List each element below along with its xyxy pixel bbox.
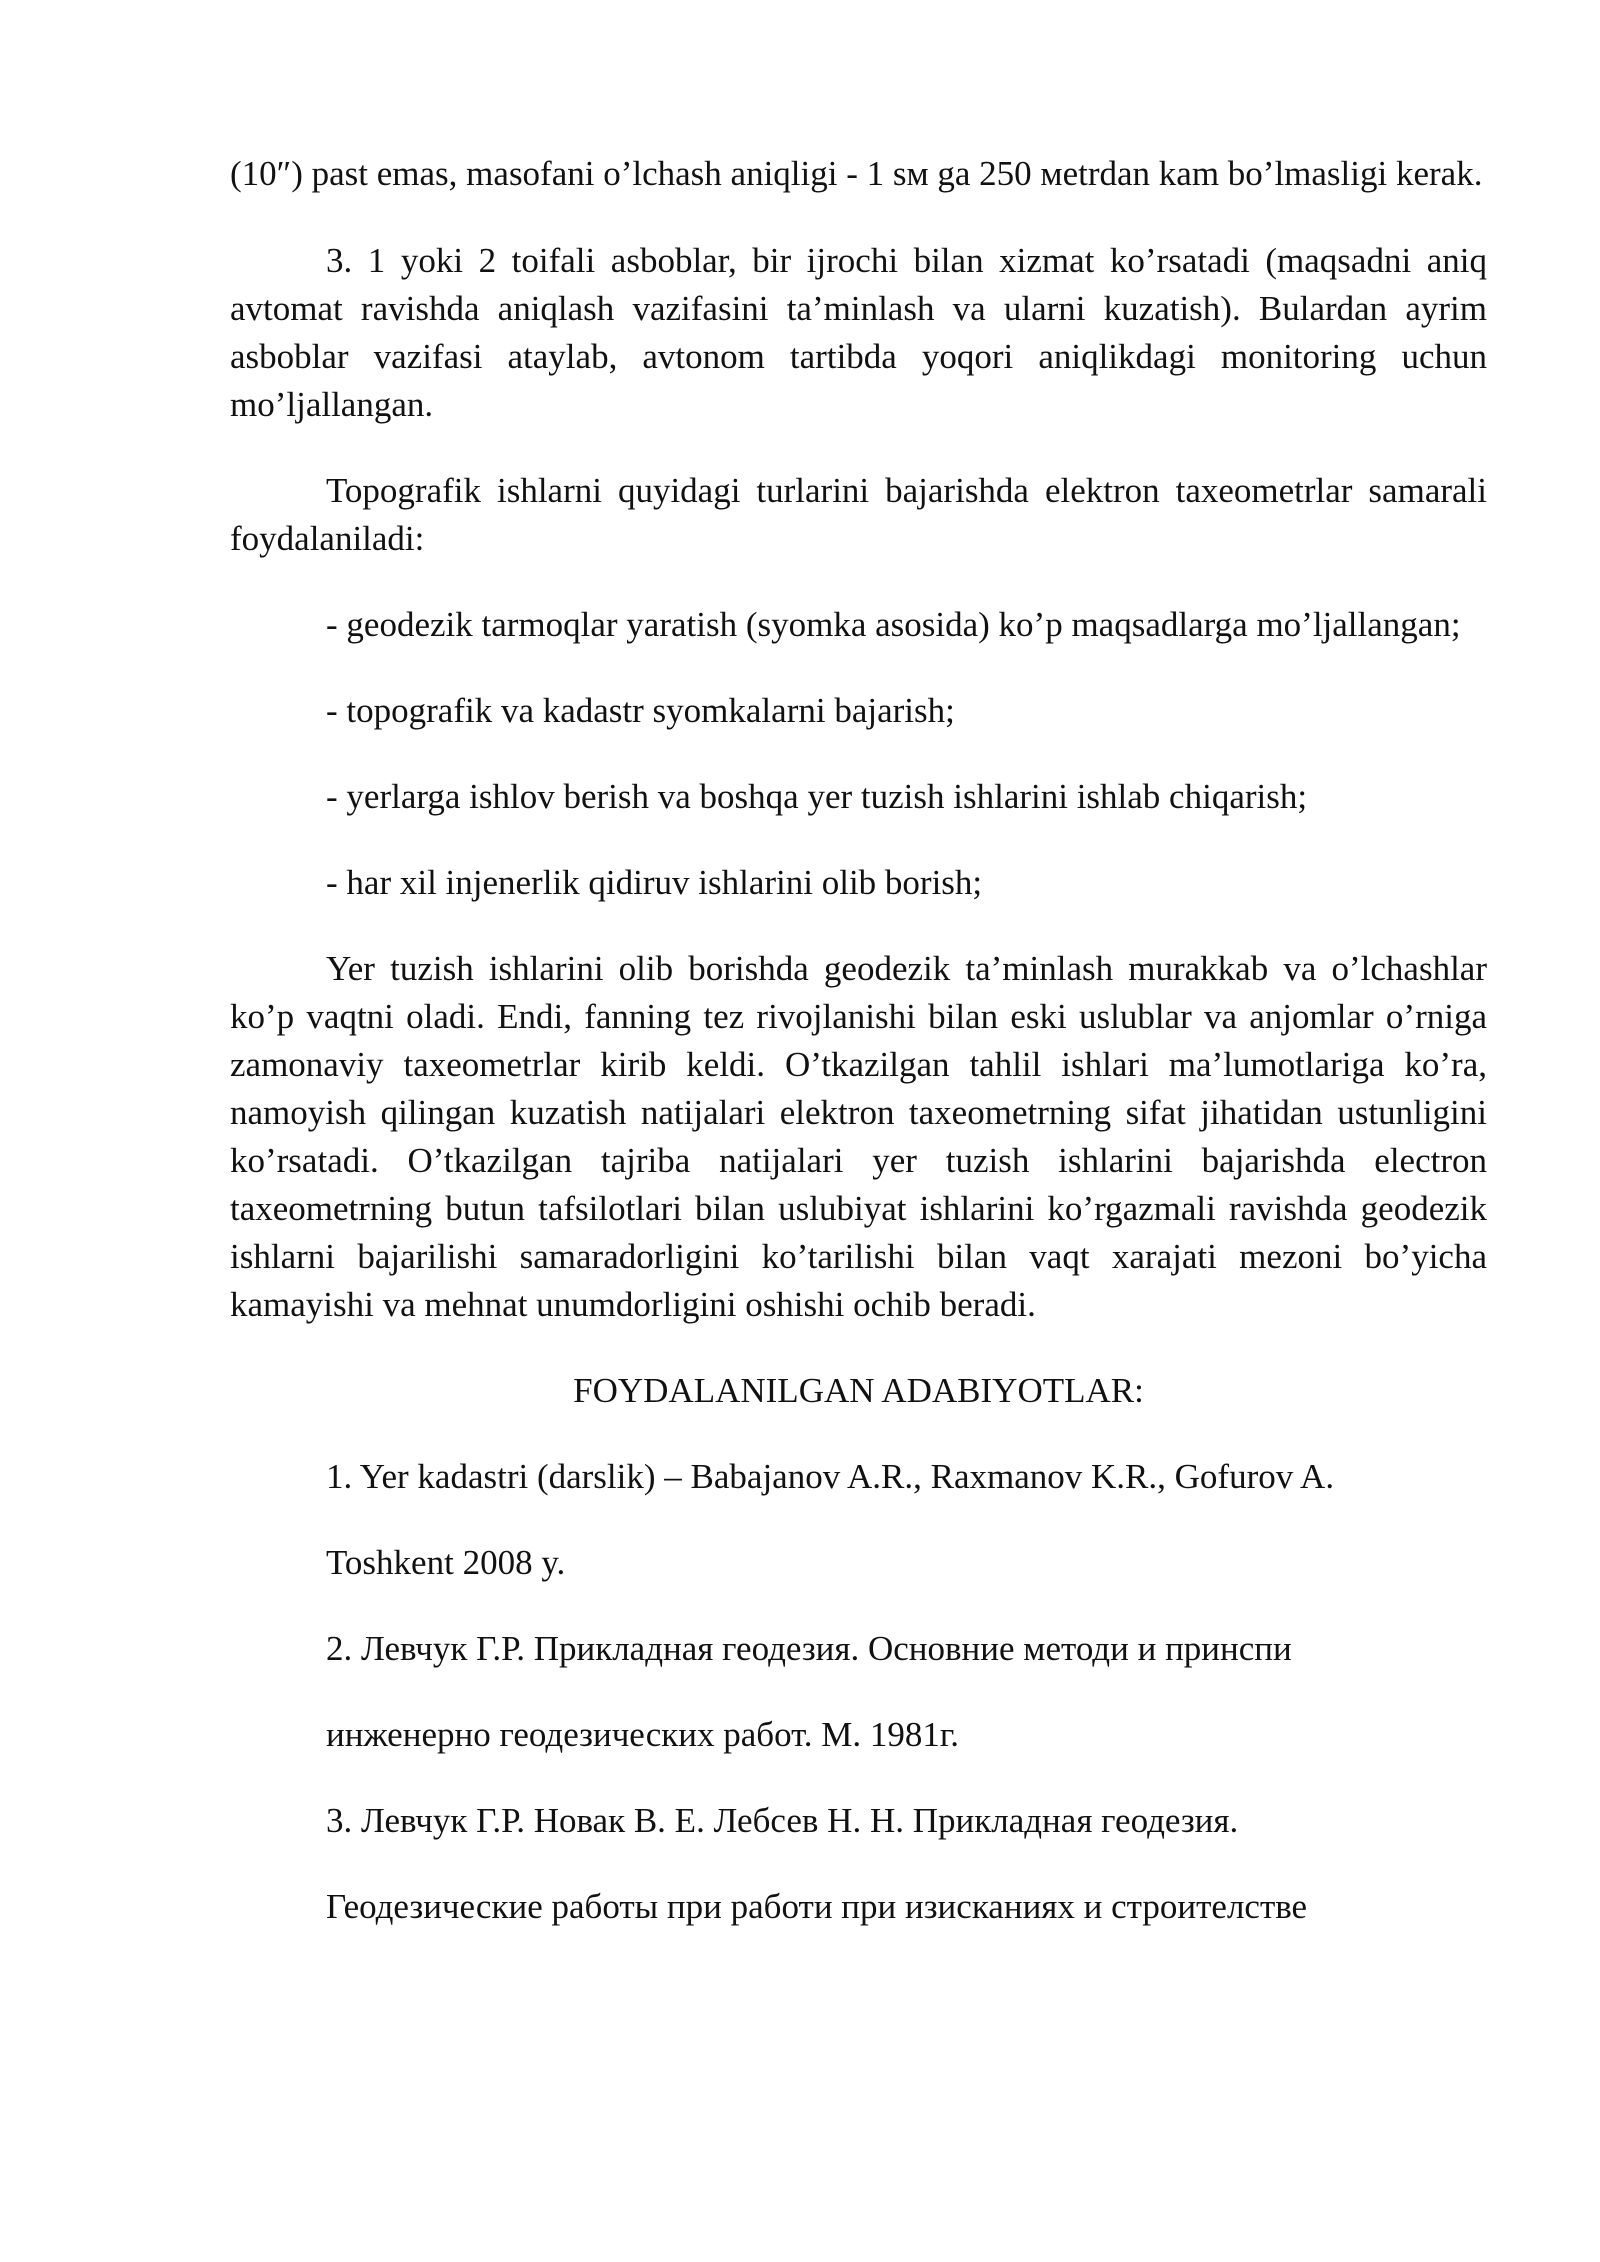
reference-line: инженерно геодезических работ. М. 1981г. <box>326 1715 960 1754</box>
reference-line: Геодезические работы при работи при изисканиях и строителстве <box>326 1887 1308 1926</box>
list-item-land-works: - yerlarga ishlov berish va boshqa yer tuzish ishlarini ishlab chiqarish; <box>326 777 1308 816</box>
paragraph-instrument-class: 3. 1 yoki 2 toifali asboblar, bir ijrochi bilan xizmat ko’rsatadi (maqsadni aniq avtomat ravishda aniqlash vazifasini ta’minlash va ularni kuzatish). Bulardan ayrim asboblar vazifasi ataylab, avtonom tartibda yoqori aniqlikdagi monitoring uchun mo’ljallangan. <box>230 241 1487 424</box>
list-item-engineering-survey: - har xil injenerlik qidiruv ishlarini olib borish; <box>326 863 983 902</box>
reference-line: 2. Левчук Г.Р. Прикладная геодезия. Основние методи и принспи <box>326 1629 1292 1668</box>
paragraph-accuracy: (10″) past emas, masofani o’lchash aniqligi - 1 sм ga 250 мetrdan kam bo’lmasligi kerak. <box>230 154 1483 193</box>
document-body <box>230 150 1487 1931</box>
reference-line: 3. Левчук Г.Р. Новак В. Е. Лебсев Н. Н. Прикладная геодезия. <box>326 1801 1239 1840</box>
reference-line: 1. Yer kadastri (darslik) – Babajanov A.R., Raxmanov K.R., Gofurov A. <box>326 1457 1335 1496</box>
paragraph-topographic-intro: Topografik ishlarni quyidagi turlarini bajarishda elektron taxeometrlar samarali foydalaniladi: <box>230 471 1487 558</box>
paragraph-conclusion: Yer tuzish ishlarini olib borishda geodezik ta’minlash murakkab va o’lchashlar ko’p vaqtni oladi. Endi, fanning tez rivojlanishi bilan eski uslublar va anjomlar o’rniga zamonaviy taxeometrlar kirib keldi. O’tkazilgan tahlil ishlari ma’lumotlariga ko’ra, namoyish qilingan kuzatish natijalari elektron taxeometrning sifat jihatidan ustunligini ko’rsatadi. O’tkazilgan tajriba natijalari yer tuzish ishlarini bajarishda electron taxeometrning butun tafsilotlari bilan uslubiyat ishlarini ko’rgazmali ravishda geodezik ishlarni bajarilishi samaradorligini ko’tarilishi bilan vaqt xarajati mezoni bo’yicha kamayishi va mehnat unumdorligini oshishi ochib beradi. <box>230 949 1487 1324</box>
list-item-cadastral-survey: - topografik va kadastr syomkalarni bajarish; <box>326 691 955 730</box>
reference-line: Toshkent 2008 y. <box>326 1543 566 1582</box>
list-item-geodetic-networks: - geodezik tarmoqlar yaratish (syomka asosida) ko’p maqsadlarga mo’ljallangan; <box>326 605 1461 644</box>
references-heading: FOYDALANILGAN ADABIYOTLAR: <box>573 1371 1144 1410</box>
